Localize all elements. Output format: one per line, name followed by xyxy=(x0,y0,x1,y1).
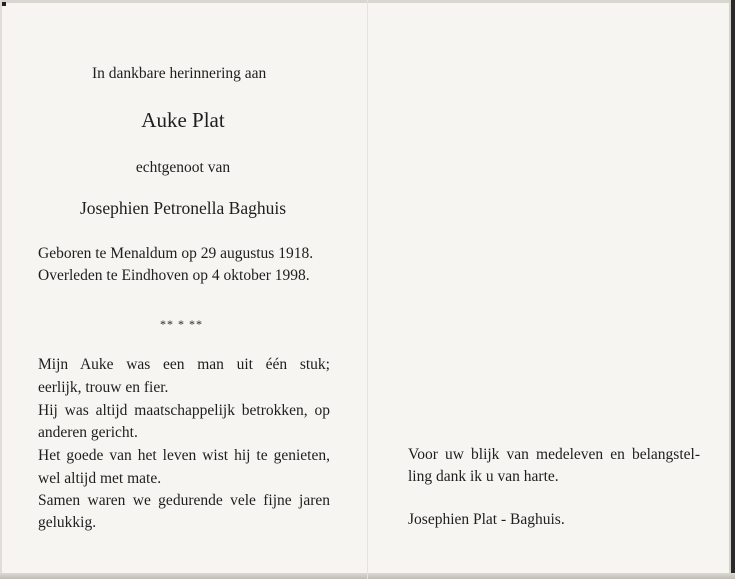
scan-corner-mark xyxy=(2,2,6,6)
poem-line: eerlijk, trouw en fier. xyxy=(38,379,169,396)
poem-line: gelukkig. xyxy=(38,514,97,531)
poem-line: Mijn Auke was een man uit één stuk; xyxy=(38,356,330,373)
birth-line: Geboren te Menaldum op 29 augustus 1918. xyxy=(38,245,314,262)
relation-text: echtgenoot van xyxy=(135,159,231,176)
poem-line: anderen gericht. xyxy=(38,424,138,441)
poem-line: wel altijd met mate. xyxy=(38,470,162,487)
poem-line: Hij was altijd maatschappelijk betrokken, op xyxy=(38,402,330,419)
intro-text: In dankbare herinnering aan xyxy=(92,65,267,82)
spouse-name: Josephien Petronella Baghuis xyxy=(79,198,287,218)
card-left-edge xyxy=(0,0,2,579)
deceased-name: Auke Plat xyxy=(141,108,225,132)
poem-line: Het goede van het leven wist hij te genieten, xyxy=(38,447,330,464)
thanks-line: ling dank ik u van harte. xyxy=(408,468,559,485)
card-right-edge xyxy=(731,0,735,579)
signature: Josephien Plat - Baghuis. xyxy=(408,511,565,528)
thanks-line: Voor uw blijk van medeleven en belangstel- xyxy=(408,446,700,463)
poem-line: Samen waren we gedurende vele fijne jaren xyxy=(38,492,330,509)
card-fold-line xyxy=(367,0,368,579)
death-line: Overleden te Eindhoven op 4 oktober 1998. xyxy=(38,267,310,284)
separator-stars: ** * ** xyxy=(160,317,203,331)
